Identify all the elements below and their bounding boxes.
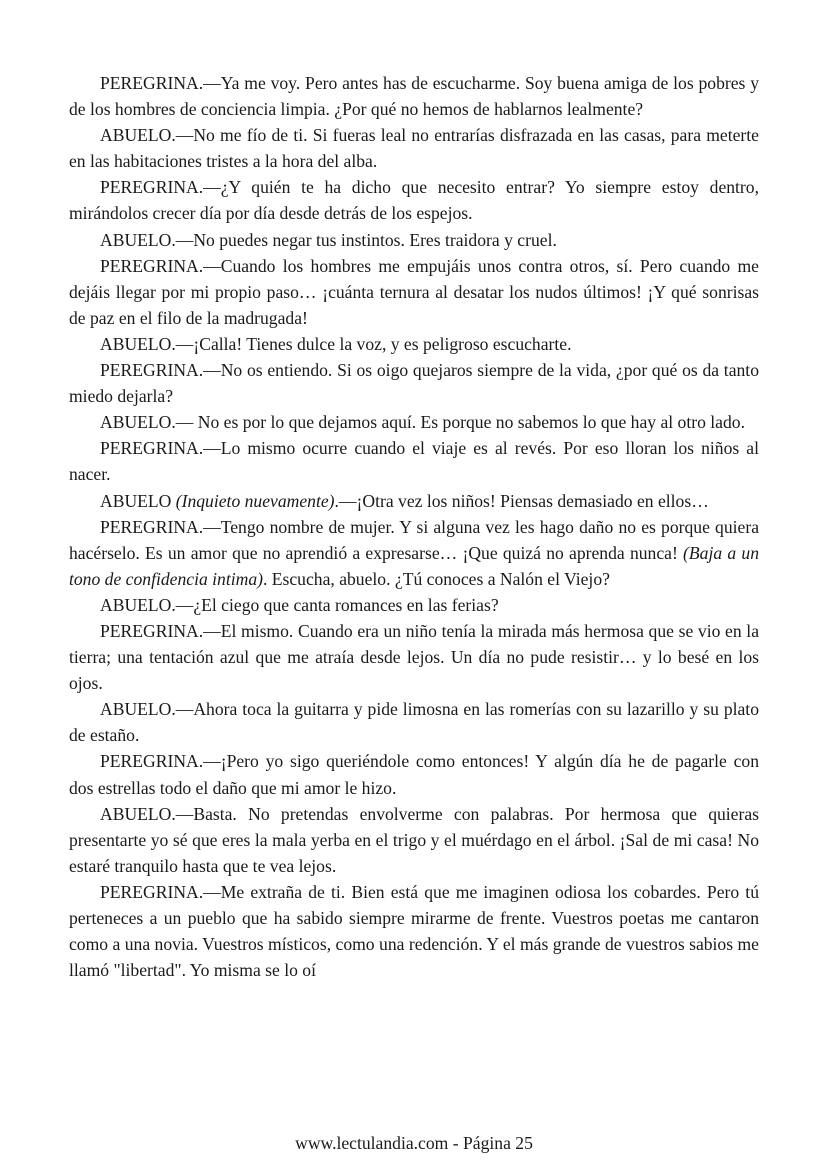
dialogue-paragraph [69,70,759,122]
dialogue-text: —Lo mismo ocurre cuando el viaje es al revés. Por eso lloran los niños al nacer. [69,438,759,485]
dialogue-paragraph [69,435,759,487]
dialogue-paragraph [69,227,759,253]
footer-text: www.lectulandia.com - Página 25 [295,1133,533,1153]
speaker-name: PEREGRINA. [100,881,204,902]
dialogue-text: —¡Pero yo sigo queriéndole como entonces! Y algún día he de pagarle con dos estrellas todo el daño que mi amor le hizo. [69,751,759,798]
speaker-name: PEREGRINA. [100,177,204,198]
speaker-name: ABUELO. [100,229,176,250]
speaker-name: ABUELO. [100,412,176,433]
speaker-name: PEREGRINA. [100,255,204,276]
dialogue-paragraph [69,618,759,696]
dialogue-paragraph [69,748,759,800]
dialogue-text-after: . Escucha, abuelo. ¿Tú conoces a Nalón el Viejo? [262,568,610,589]
speaker-name: PEREGRINA. [100,73,204,93]
dialogue-text: —Ya me voy. Pero antes has de escucharme. Soy buena amiga de los pobres y de los hombres de conciencia limpia. ¿Por qué no hemos de hablarnos lealmente? [69,73,759,120]
dialogue-paragraph [69,592,759,618]
speaker-name: ABUELO. [100,803,176,824]
dialogue-text: — No es por lo que dejamos aquí. Es porque no sabemos lo que hay al otro lado. [175,412,745,433]
speaker-name: PEREGRINA. [100,516,204,537]
dialogue-text: —No os entiendo. Si os oigo quejaros siempre de la vida, ¿por qué os da tanto miedo dejarla? [69,360,759,407]
dialogue-text: —No puedes negar tus instintos. Eres traidora y cruel. [175,229,557,250]
dialogue-text: —¡Calla! Tienes dulce la voz, y es peligroso escucharte. [175,333,572,354]
dialogue-text: .—¡Otra vez los niños! Piensas demasiado en ellos… [334,490,709,511]
dialogue-paragraph [69,357,759,409]
speaker-name: ABUELO. [100,594,176,615]
dialogue-text: —¿Y quién te ha dicho que necesito entrar? Yo siempre estoy dentro, mirándolos crecer día por día desde detrás de los espejos. [69,177,759,224]
dialogue-text: —Me extraña de ti. Bien está que me imaginen odiosa los cobardes. Pero tú perteneces a un pueblo que ha sabido siempre mirarme de frente. Vuestros poetas me cantaron como a una novia. Vuestros místicos, como una redención. Y el más grande de vuestros sabios me llamó "libertad". Yo misma se lo oí [69,881,759,981]
dialogue-paragraph [69,174,759,226]
speaker-name: PEREGRINA. [100,751,204,772]
dialogue-paragraph [69,879,759,983]
dialogue-text: —¿El ciego que canta romances en las ferias? [175,594,499,615]
dialogue-text: —Basta. No pretendas envolverme con palabras. Por hermosa que quieras presentarte yo sé que eres la mala yerba en el trigo y el muérdago en el árbol. ¡Sal de mi casa! No estaré tranquilo hasta que te vea lejos. [69,803,759,876]
speaker-name: ABUELO [100,490,176,511]
dialogue-paragraph [69,253,759,331]
stage-direction: (Baja a un tono de confidencia intima) [69,542,759,589]
dialogue-paragraph [69,331,759,357]
dialogue-paragraph [69,696,759,748]
dialogue-paragraph [69,409,759,435]
speaker-name: PEREGRINA. [100,620,204,641]
speaker-name: ABUELO. [100,699,176,720]
stage-direction: (Inquieto nuevamente) [175,490,335,511]
speaker-name: ABUELO. [100,333,176,354]
dialogue-paragraph [69,801,759,879]
dialogue-text: —Cuando los hombres me empujáis unos contra otros, sí. Pero cuando me dejáis llegar por mi propio paso… ¡cuánta ternura al desatar los nudos últimos! ¡Y qué sonrisas de paz en el filo de la madrugada! [69,255,759,328]
dialogue-text: —Ahora toca la guitarra y pide limosna en las romerías con su lazarillo y su plato de estaño. [69,699,759,746]
page-body [69,70,759,983]
speaker-name: ABUELO. [100,125,176,146]
dialogue-paragraph [69,514,759,592]
dialogue-text: —No me fío de ti. Si fueras leal no entrarías disfrazada en las casas, para meterte en las habitaciones tristes a la hora del alba. [69,125,759,172]
speaker-name: PEREGRINA. [100,438,204,459]
dialogue-text: —Tengo nombre de mujer. Y si alguna vez les hago daño no es porque quiera hacérselo. Es un amor que no aprendió a expresarse… ¡Que quizá no aprenda nunca! [69,516,759,563]
speaker-name: PEREGRINA. [100,360,204,381]
dialogue-text: —El mismo. Cuando era un niño tenía la mirada más hermosa que se vio en la tierra; una tentación azul que me atraía desde lejos. Un día no pude resistir… y lo besé en los ojos. [69,620,759,694]
dialogue-paragraph [69,122,759,174]
page-footer [0,1132,828,1154]
dialogue-paragraph [69,488,759,514]
